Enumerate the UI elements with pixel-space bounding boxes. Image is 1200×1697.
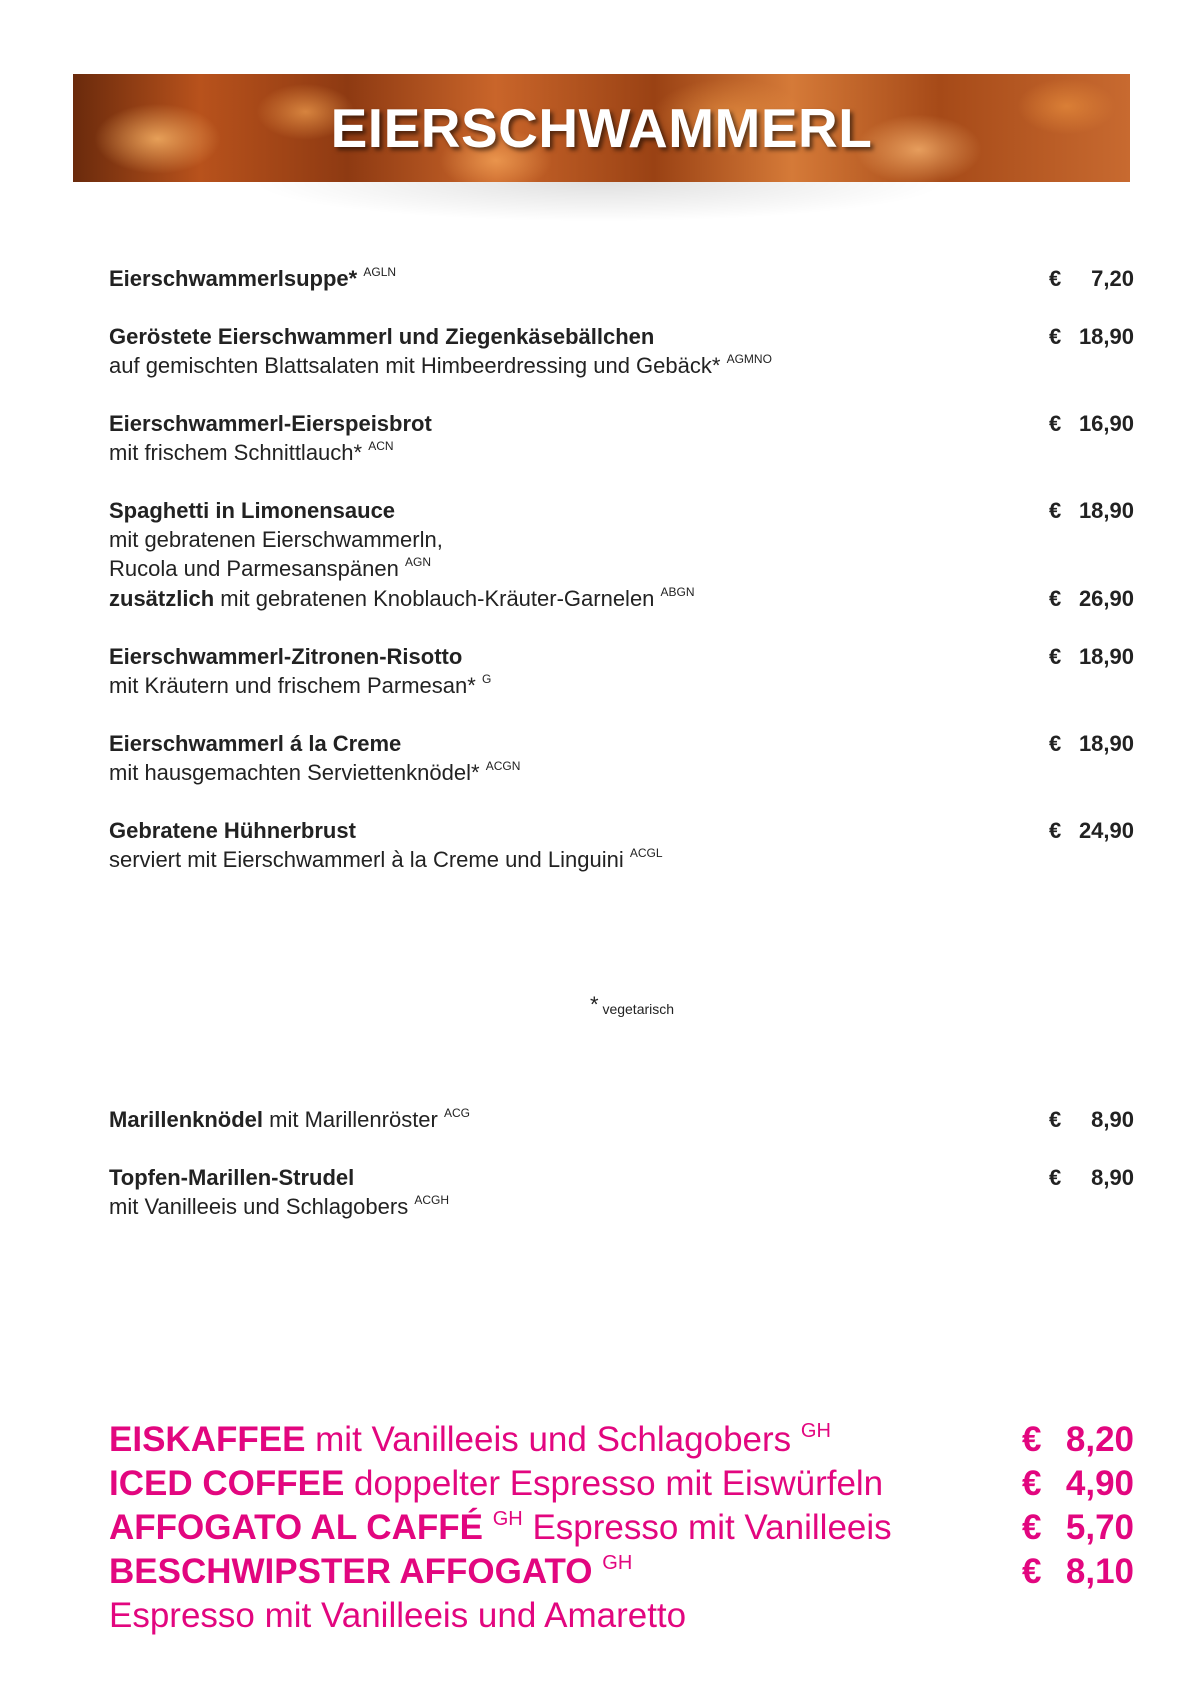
item-price: € 18,90 (1049, 731, 1134, 756)
coffee-eiskaffee: EISKAFFEE mit Vanilleeis und Schlagobers $^{GH}$ € 8,20 (109, 1418, 1134, 1462)
header-banner (73, 74, 1130, 182)
item-allergens: ACGN (485, 759, 521, 773)
item-description: mit Vanilleeis und Schlagobers (109, 1194, 409, 1219)
item-description: mit gebratenen Knoblauch-Kräuter-Garnelen (220, 586, 655, 611)
item-name: Eierschwammerl á la Creme (109, 731, 402, 756)
item-allergens: G (481, 672, 492, 686)
dessert-strudel (109, 1163, 1134, 1221)
item-description: mit Kräutern und frischem Parmesan* (109, 673, 476, 698)
coffee-iced-coffee: ICED COFFEE doppelter Espresso mit Eiswürfeln € 4,90 (109, 1462, 1134, 1506)
item-allergens: ABGN (660, 585, 695, 599)
item-description: serviert mit Eierschwammerl à la Creme und Linguini (109, 847, 624, 872)
item-name: Geröstete Eierschwammerl und Ziegenkäsebällchen (109, 324, 655, 349)
item-allergens: ACG (444, 1106, 471, 1120)
banner-shadow (250, 182, 950, 222)
item-description: auf gemischten Blattsalaten mit Himbeerdressing und Gebäck* (109, 353, 721, 378)
dessert-marillenknoedel (109, 1105, 1134, 1134)
item-allergens: AGN (404, 555, 431, 569)
item-price: € 16,90 (1049, 411, 1134, 436)
item-price: € 18,90 (1049, 324, 1134, 349)
item-allergens: AGMNO (726, 352, 772, 366)
coffee-affogato: AFFOGATO AL CAFFÉ $^{GH}$ Espresso mit Vanilleeis € 5,70 (109, 1506, 1134, 1550)
item-name: Eierschwammerlsuppe* (109, 266, 358, 291)
item-name: Gebratene Hühnerbrust (109, 818, 356, 843)
item-description: Rucola und Parmesanspänen (109, 556, 399, 581)
coffee-beschwipster-desc: Espresso mit Vanilleeis und Amaretto (109, 1596, 687, 1635)
menu-item-creme (109, 729, 1134, 787)
item-allergens: ACN (368, 439, 394, 453)
item-price: € 18,90 (1049, 498, 1134, 523)
item-price: € 24,90 (1049, 818, 1134, 843)
menu-item-risotto (109, 642, 1134, 700)
coffee-price: € 5,70 (1022, 1508, 1134, 1547)
item-allergens: ACGH (414, 1193, 449, 1207)
item-price: € 8,90 (1049, 1165, 1134, 1190)
item-price: € 7,20 (1049, 266, 1134, 291)
page-title: EIERSCHWAMMERL (330, 97, 873, 159)
item-price: € 8,90 (1049, 1107, 1134, 1132)
item-description: mit Marillenröster (269, 1107, 438, 1132)
item-name: Topfen-Marillen-Strudel (109, 1165, 355, 1190)
item-name: zusätzlich (109, 586, 215, 611)
vegetarian-footnote: * vegetarisch (590, 992, 675, 1017)
menu-item-huehnerbrust (109, 816, 1134, 874)
item-allergens: ACGL (629, 846, 663, 860)
item-name: Spaghetti in Limonensauce (109, 498, 396, 523)
coffee-price: € 8,10 (1022, 1552, 1134, 1591)
coffee-price: € 8,20 (1022, 1420, 1134, 1459)
menu-item-geroestete (109, 322, 1134, 380)
item-name: Marillenknödel (109, 1107, 264, 1132)
menu-item-eierspeisbrot (109, 409, 1134, 467)
item-price: € 18,90 (1049, 644, 1134, 669)
menu-item-spaghetti (109, 496, 1134, 583)
coffee-beschwipster-affogato: BESCHWIPSTER AFFOGATO $^{GH}$ € 8,10 (109, 1550, 1134, 1594)
item-description: mit hausgemachten Serviettenknödel* (109, 760, 480, 785)
menu-item-zusaetzlich (109, 584, 1134, 613)
item-name: Eierschwammerl-Eierspeisbrot (109, 411, 432, 436)
item-name: Eierschwammerl-Zitronen-Risotto (109, 644, 463, 669)
coffee-price: € 4,90 (1022, 1464, 1134, 1503)
item-description: mit gebratenen Eierschwammerln, (109, 527, 443, 552)
item-price: € 26,90 (1049, 586, 1134, 611)
menu-item-eierschwammerlsuppe (109, 264, 1134, 293)
item-allergens: AGLN (363, 265, 397, 279)
item-description: mit frischem Schnittlauch* (109, 440, 363, 465)
